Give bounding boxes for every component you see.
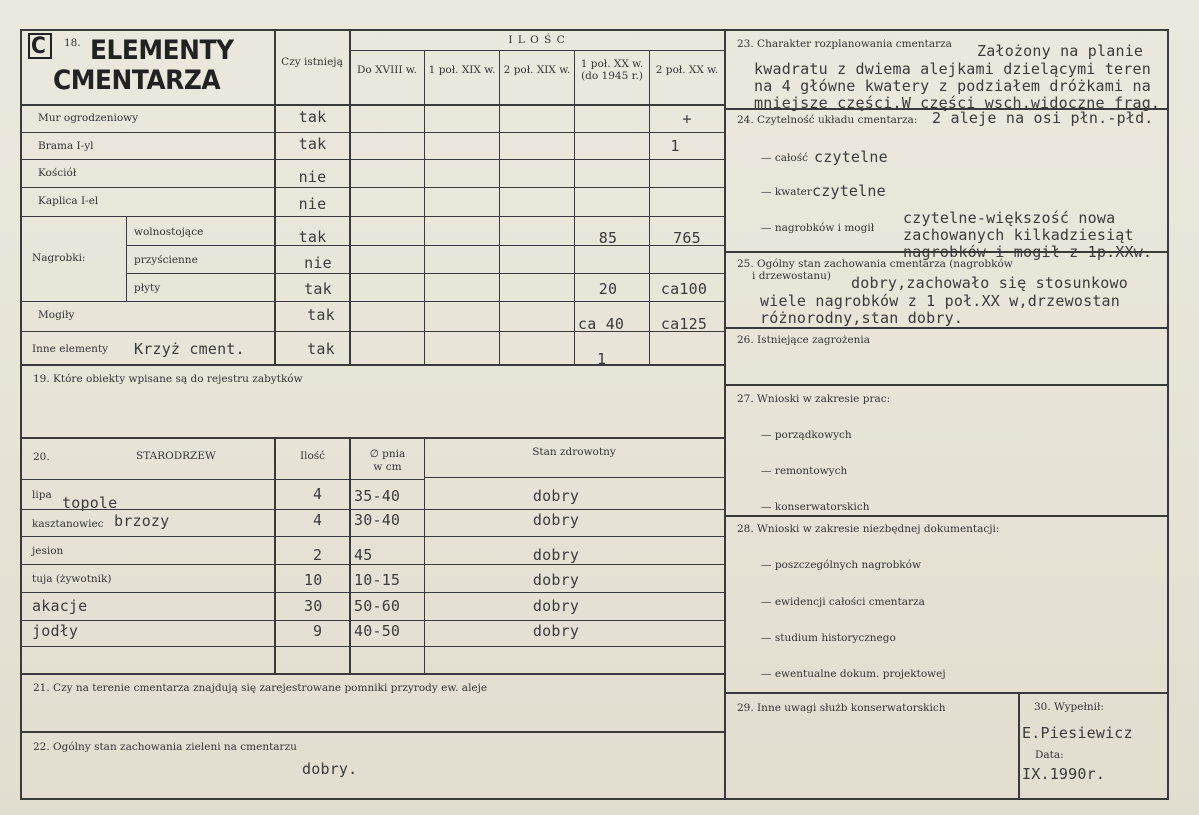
- section-30-label: 30. Wypełnił:: [1034, 701, 1104, 713]
- frame-right: [1167, 29, 1169, 800]
- row-plyty-2xx: ca100: [660, 280, 708, 298]
- tree-row-state: dobry: [532, 511, 580, 529]
- vl: [1018, 692, 1020, 800]
- section-23-line1: Założony na planie: [977, 42, 1144, 60]
- section-25-label2: i drzewostanu): [752, 270, 831, 282]
- section-18-number: 18.: [64, 37, 81, 49]
- tree-row-count: 30: [304, 597, 323, 615]
- tree-row-label: lipa: [32, 489, 52, 501]
- tree-row-typed: jodły: [32, 622, 79, 640]
- tree-row-state: dobry: [532, 597, 580, 615]
- section-24-kwater: — kwater: [761, 186, 812, 198]
- row-wolno-1xx: 85: [598, 229, 618, 247]
- section-20-title: STARODRZEW: [136, 450, 216, 462]
- section-23-line2: kwadratu z dwiema alejkami dzielącymi teren: [754, 60, 1151, 78]
- row-plyty-1xx: 20: [598, 280, 618, 298]
- row-brama-2xx: 1: [670, 137, 680, 155]
- hl: [20, 479, 424, 480]
- hl: [126, 273, 724, 274]
- section-26-label: 26. Istniejące zagrożenia: [737, 334, 871, 346]
- tree-row-state: dobry: [532, 571, 580, 589]
- row-brama-exists: tak: [298, 135, 327, 153]
- hl: [20, 620, 724, 621]
- col-trunk-unit: w cm: [373, 461, 402, 473]
- row-mur-label: Mur ogrodzeniowy: [38, 112, 139, 124]
- hl: [20, 564, 724, 565]
- divider-middle: [724, 29, 726, 800]
- section-28-b: — ewidencji całości cmentarza: [761, 596, 925, 608]
- tree-row-label: tuja (żywotnik): [32, 573, 112, 585]
- row-kaplica-label: Kaplica I-el: [38, 195, 99, 207]
- tree-row-typed: brzozy: [114, 512, 170, 530]
- section-24-label: 24. Czytelność układu cmentarza:: [737, 114, 918, 126]
- col-ilosc: I L O Ś C: [508, 34, 566, 46]
- section-25-value1: dobry,zachowało się stosunkowo: [851, 274, 1128, 292]
- row-mogily-2xx: ca125: [660, 315, 708, 333]
- tree-row-count: 10: [304, 571, 323, 589]
- section-24-nagrobkow-value1: czytelne-większość nowa: [903, 209, 1116, 227]
- row-inne-exists: tak: [307, 340, 335, 358]
- hl: [424, 477, 724, 478]
- tree-row-count: 2: [313, 546, 323, 564]
- tree-row-diam: 30-40: [354, 511, 401, 529]
- section-24-nagrobkow-value2: zachowanych kilkadziesiąt: [903, 226, 1134, 244]
- row-wolno-label: wolnostojące: [134, 226, 204, 238]
- tree-row-count: 4: [313, 511, 323, 529]
- section-24-typed: 2 aleje na osi płn.-płd.: [932, 109, 1154, 127]
- row-kosciol-label: Kościół: [38, 167, 77, 179]
- tree-row-typed: akacje: [32, 597, 88, 615]
- row-plyty-label: płyty: [134, 282, 161, 294]
- tree-row-diam: 10-15: [354, 571, 401, 589]
- tree-row-state: dobry: [532, 546, 580, 564]
- hl: [20, 159, 724, 160]
- hl: [20, 132, 724, 133]
- row-inne-value: Krzyż cment.: [134, 340, 245, 358]
- hl: [20, 731, 724, 733]
- col-period: 2 poł. XIX w.: [503, 64, 571, 76]
- section-19-label: 19. Które obiekty wpisane są do rejestru zabytków: [33, 373, 303, 385]
- section-25-value3: różnorodny,stan dobry.: [760, 309, 964, 327]
- hl: [20, 592, 724, 593]
- tree-row-diam: 50-60: [354, 597, 401, 615]
- hl: [20, 673, 724, 675]
- tree-row-diam: 35-40: [354, 487, 401, 505]
- section-28-d: — ewentualne dokum. projektowej: [761, 668, 946, 680]
- frame-left: [20, 29, 22, 800]
- section-21-label: 21. Czy na terenie cmentarza znajdują się zarejestrowane pomniki przyrody ew. aleje: [33, 682, 488, 694]
- tree-row-count: 9: [313, 622, 323, 640]
- vl: [574, 50, 575, 364]
- filled-by-name: E.Piesiewicz: [1022, 724, 1133, 742]
- row-mur-2xx: +: [682, 110, 692, 128]
- section-27-a: — porządkowych: [761, 429, 852, 441]
- section-24-nagrobkow: — nagrobków i mogił: [761, 222, 875, 234]
- col-period: 1 poł. XX w. (do 1945 r.): [580, 58, 644, 82]
- section-29-label: 29. Inne uwagi służb konserwatorskich: [737, 702, 946, 714]
- hl: [724, 515, 1169, 517]
- row-mur-exists: tak: [298, 108, 327, 126]
- col-period: 2 poł. XX w.: [655, 64, 719, 76]
- tree-row-diam: 45: [354, 546, 373, 564]
- row-inne-label: Inne elementy: [32, 343, 109, 355]
- section-23-line3: na 4 główne kwatery z podziałem dróżkami na: [754, 77, 1151, 95]
- frame-bottom: [20, 798, 1169, 800]
- section-27-c: — konserwatorskich: [761, 501, 870, 513]
- frame-top: [20, 29, 1169, 31]
- section-24-calosc-value: czytelne: [814, 148, 888, 166]
- row-brama-label: Brama I-yl: [38, 140, 94, 152]
- section-24-calosc: — całość: [761, 152, 808, 164]
- tree-row-state: dobry: [532, 487, 580, 505]
- section-24-kwater-value: czytelne: [812, 182, 886, 200]
- col-tree-count: Ilość: [299, 450, 326, 462]
- card-letter: C: [31, 34, 46, 59]
- col-period: 1 poł. XIX w.: [428, 64, 496, 76]
- tree-row-state: dobry: [532, 622, 580, 640]
- section-27-label: 27. Wnioski w zakresie prac:: [737, 393, 891, 405]
- hl: [724, 384, 1169, 386]
- page-title-line1: ELEMENTY: [90, 35, 234, 66]
- hl: [20, 364, 724, 366]
- col-trunk-diam: ∅ pnia: [369, 448, 406, 460]
- section-28-a: — poszczególnych nagrobków: [761, 559, 921, 571]
- section-20-number: 20.: [33, 451, 50, 463]
- section-25-value2: wiele nagrobków z 1 poł.XX w,drzewostan: [760, 292, 1120, 310]
- row-inne-1xx: 1: [597, 350, 607, 368]
- hl: [20, 509, 724, 510]
- row-przysc-label: przyścienne: [134, 254, 198, 266]
- hl: [350, 50, 724, 51]
- vl: [274, 437, 276, 673]
- section-25-label1: 25. Ogólny stan zachowania cmentarza (nagrobków: [737, 258, 1013, 270]
- section-23-line4: mniejsze części.W części wsch.widoczne frag.: [754, 94, 1161, 112]
- row-kosciol-exists: nie: [298, 168, 327, 186]
- row-nagrobki-label: Nagrobki:: [32, 252, 86, 264]
- col-health: Stan zdrowotny: [532, 446, 616, 458]
- hl: [20, 301, 724, 302]
- section-22-label: 22. Ogólny stan zachowania zieleni na cmentarzu: [33, 741, 297, 753]
- tree-row-typed: topole: [62, 494, 118, 512]
- hl: [20, 104, 724, 106]
- tree-row-count: 4: [313, 485, 323, 503]
- row-kaplica-exists: nie: [298, 195, 327, 213]
- hl: [724, 692, 1169, 694]
- row-plyty-exists: tak: [304, 280, 332, 298]
- hl: [20, 437, 724, 439]
- col-czy-istnieja: Czy istnieją: [281, 56, 343, 68]
- section-24-nagrobkow-value3: nagrobków i mogił z 1p.XXw.: [903, 243, 1153, 261]
- row-wolno-2xx: 765: [673, 229, 701, 247]
- vl: [499, 50, 500, 364]
- vl: [424, 50, 425, 364]
- date-value: IX.1990r.: [1022, 765, 1106, 783]
- vl: [126, 216, 127, 301]
- hl: [20, 646, 724, 647]
- date-label: Data:: [1035, 749, 1064, 761]
- row-mogily-1xx: ca 40: [578, 315, 625, 333]
- hl: [20, 187, 724, 188]
- tree-row-label: jesion: [32, 545, 64, 557]
- section-23-label: 23. Charakter rozplanowania cmentarza: [737, 38, 952, 50]
- row-mogily-exists: tak: [307, 306, 335, 324]
- section-22-value: dobry.: [302, 760, 358, 778]
- page-title-line2: CMENTARZA: [53, 65, 221, 96]
- tree-row-diam: 40-50: [354, 622, 401, 640]
- section-27-b: — remontowych: [761, 465, 848, 477]
- section-28-c: — studium historycznego: [761, 632, 896, 644]
- tree-row-label: kasztanowiec: [32, 518, 104, 530]
- hl: [724, 327, 1169, 329]
- row-przysc-exists: nie: [304, 254, 332, 272]
- section-28-label: 28. Wnioski w zakresie niezbędnej dokumentacji:: [737, 523, 1000, 535]
- col-period: Do XVIII w.: [357, 64, 417, 76]
- row-wolno-exists: tak: [298, 228, 327, 246]
- row-mogily-label: Mogiły: [38, 309, 75, 321]
- hl: [20, 536, 724, 537]
